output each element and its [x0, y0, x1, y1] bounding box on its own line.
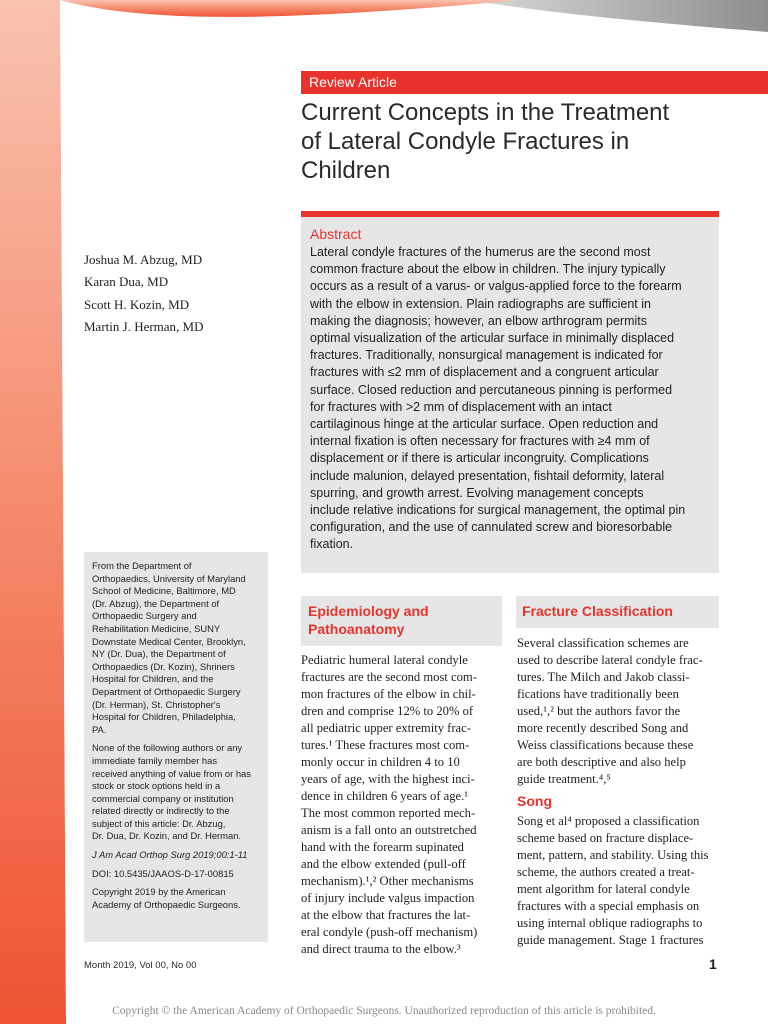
- affiliation-line: Hospital for Children, Philadelphia,: [92, 711, 236, 723]
- body-text-line: ment, pattern, and stability. Using this: [517, 848, 709, 862]
- abstract-line: fractures. Traditionally, nonsurgical management is indicated for: [310, 348, 663, 363]
- title-line: of Lateral Condyle Fractures in: [301, 128, 630, 155]
- abstract-line: Lateral condyle fractures of the humerus are the second most: [310, 245, 651, 259]
- abstract-line: spurring, and growth arrest. Evolving management concepts: [310, 485, 644, 500]
- affiliation-line: (Dr. Herman), St. Christopher's: [92, 698, 221, 710]
- disclosure-line: Dr. Dua, Dr. Kozin, and Dr. Herman.: [92, 830, 242, 842]
- article-type-banner: [301, 71, 768, 94]
- abstract-line: optimal visualization of the articular surface in minimally displaced: [310, 331, 675, 346]
- body-text-line: guide management. Stage 1 fractures: [517, 933, 704, 947]
- disclosure-line: None of the following authors or any: [92, 742, 243, 754]
- affiliation-line: Hospital for Children, and the: [92, 673, 214, 685]
- section-heading-line: Epidemiology and: [308, 603, 429, 619]
- abstract-line: displacement or if there is articular incongruity. Complications: [310, 451, 649, 466]
- abstract-panel: [301, 217, 719, 573]
- body-text-line: used,¹,² but the authors favor the: [517, 704, 681, 718]
- body-text-line: years of age, with the highest inci-: [301, 772, 475, 786]
- gray-band: [470, 0, 768, 32]
- affiliation-line: Orthopaedics (Dr. Kozin), Shriners: [92, 660, 235, 672]
- section-heading-classification: [516, 596, 719, 628]
- disclosure-line: stock or stock options held in a: [92, 780, 221, 792]
- affiliation-line: School of Medicine, Baltimore, MD: [92, 585, 236, 597]
- body-text-line: and direct trauma to the elbow.³: [301, 942, 461, 956]
- section-heading-epidemiology: [301, 596, 502, 646]
- copyright-line: Copyright 2019 by the American: [92, 886, 226, 898]
- abstract-line: occurs as a result of a varus- or valgus-applied force to the forearm: [310, 279, 682, 294]
- body-text-line: Several classification schemes are: [517, 636, 689, 650]
- issue-footer: Month 2019, Vol 00, No 00: [84, 960, 197, 971]
- subheading-song: Song: [517, 793, 552, 809]
- body-text-line: are both descriptive and also help: [517, 755, 686, 769]
- disclosure-line: subject of this article: Dr. Abzug,: [92, 817, 226, 829]
- abstract-line: fixation.: [310, 537, 354, 552]
- author-name: Scott H. Kozin, MD: [84, 296, 190, 312]
- affiliation-line: PA.: [92, 723, 107, 735]
- author-name: Martin J. Herman, MD: [84, 318, 204, 334]
- abstract-line: include relative indications for surgical management, the optimal pin: [310, 503, 686, 518]
- copyright-text: [92, 886, 268, 911]
- body-text-line: at the elbow that fractures the lat-: [301, 908, 471, 922]
- disclosure-line: commercial company or institution: [92, 792, 234, 804]
- body-text-line: monly occur in children 4 to 10: [301, 755, 460, 769]
- affiliation-text: [92, 560, 268, 736]
- author-name: Joshua M. Abzug, MD: [84, 252, 203, 267]
- abstract-line: cartilaginous hinge at the articular surface. Open reduction and: [310, 417, 659, 432]
- section-heading-line: Fracture Classification: [522, 603, 673, 619]
- body-text-line: eral condyle (push-off mechanism): [301, 925, 478, 939]
- article-type-label: Review Article: [309, 74, 397, 90]
- abstract-line: for fractures with >2 mm of displacement with an intact: [310, 399, 612, 414]
- body-text-line: all pediatric upper extremity frac-: [301, 721, 471, 735]
- author-list: [84, 249, 204, 338]
- abstract-heading: Abstract: [310, 226, 362, 242]
- body-text-line: dren and comprise 12% to 20% of: [301, 704, 474, 718]
- author-name: Karan Dua, MD: [84, 274, 169, 290]
- affiliation-line: Rehabilitation Medicine, SUNY: [92, 622, 221, 634]
- affiliation-line: NY (Dr. Dua), the Department of: [92, 648, 226, 660]
- body-text-line: more recently described Song and: [517, 721, 689, 735]
- body-text-line: fractures with a special emphasis on: [517, 899, 700, 913]
- abstract-line: configuration, and the use of cannulated screw and bioresorbable: [310, 520, 673, 535]
- abstract-line: internal fixation is often necessary for fractures with ≥4 mm of: [310, 434, 650, 449]
- disclosure-line: related directly or indirectly to the: [92, 805, 230, 817]
- body-text-line: Song et al⁴ proposed a classification: [517, 814, 700, 828]
- epidemiology-body: [301, 652, 502, 958]
- abstract-line: making the diagnosis; however, an elbow arthrogram permits: [310, 313, 647, 328]
- abstract-line: fractures with ≤2 mm of displacement and a congruent articular: [310, 365, 659, 380]
- disclosure-text: [92, 742, 268, 843]
- copyright-line: Academy of Orthopaedic Surgeons.: [92, 898, 241, 910]
- orange-swoosh: [40, 0, 768, 16]
- body-text-line: dence in children 6 years of age.¹: [301, 789, 469, 803]
- body-text-line: mon fractures of the elbow in chil-: [301, 687, 476, 701]
- body-text-line: tures.¹ These fractures most com-: [301, 738, 470, 752]
- body-text-line: and the elbow extended (pull-off: [301, 857, 466, 871]
- title-line: Current Concepts in the Treatment: [301, 99, 670, 126]
- copyright-notice: Copyright © the American Academy of Orthopaedic Surgeons. Unauthorized reproduction of this article is prohibited.: [112, 1005, 656, 1017]
- abstract-body: [310, 244, 719, 554]
- affiliation-line: (Dr. Abzug), the Department of: [92, 597, 220, 609]
- body-text-line: guide treatment.⁴,⁵: [517, 772, 611, 786]
- title-line: Children: [301, 157, 391, 184]
- body-text-line: using internal oblique radiographs to: [517, 916, 703, 930]
- body-text-line: tures. The Milch and Jakob classi-: [517, 670, 690, 684]
- affiliation-line: Orthopaedic Surgery and: [92, 610, 197, 622]
- body-text-line: hand with the forearm supinated: [301, 840, 464, 854]
- abstract-line: surface. Closed reduction and percutaneous pinning is performed: [310, 382, 673, 397]
- body-text-line: fications have traditionally been: [517, 687, 679, 701]
- article-title: [301, 98, 741, 185]
- affiliation-line: Orthopaedics, University of Maryland: [92, 572, 246, 584]
- abstract-line: include malunion, delayed presentation, fishtail deformity, lateral: [310, 468, 665, 483]
- body-text-line: scheme, the authors created a treat-: [517, 865, 695, 879]
- abstract-line: common fracture about the elbow in children. The injury typically: [310, 262, 666, 277]
- disclosure-line: immediate family member has: [92, 754, 218, 766]
- song-body: [517, 813, 719, 949]
- abstract-line: with the elbow in extension. Plain radiographs are sufficient in: [310, 296, 651, 311]
- body-text-line: scheme based on fracture displace-: [517, 831, 694, 845]
- affiliation-line: Downstate Medical Center, Brooklyn,: [92, 635, 246, 647]
- affiliation-line: From the Department of: [92, 560, 192, 571]
- body-text-line: Weiss classifications because these: [517, 738, 694, 752]
- body-text-line: anism is a fall onto an outstretched: [301, 823, 477, 837]
- affiliation-line: Department of Orthopaedic Surgery: [92, 685, 241, 697]
- body-text-line: used to describe lateral condyle frac-: [517, 653, 703, 667]
- body-text-line: mechanism).¹,² Other mechanisms: [301, 874, 474, 888]
- article-info-panel: [84, 552, 268, 942]
- doi-text: DOI: 10.5435/JAAOS-D-17-00815: [92, 867, 234, 879]
- body-text-line: of injury include valgus impaction: [301, 891, 475, 905]
- journal-citation: J Am Acad Orthop Surg 2019;00:1-11: [92, 849, 248, 861]
- disclosure-line: received anything of value from or has: [92, 767, 251, 779]
- body-text-line: Pediatric humeral lateral condyle: [301, 653, 468, 667]
- classification-body: [517, 635, 719, 788]
- page-number: 1: [709, 956, 717, 972]
- body-text-line: fractures are the second most com-: [301, 670, 477, 684]
- body-text-line: The most common reported mech-: [301, 806, 476, 820]
- body-text-line: ment algorithm for lateral condyle: [517, 882, 690, 896]
- section-heading-line: Pathoanatomy: [308, 621, 405, 637]
